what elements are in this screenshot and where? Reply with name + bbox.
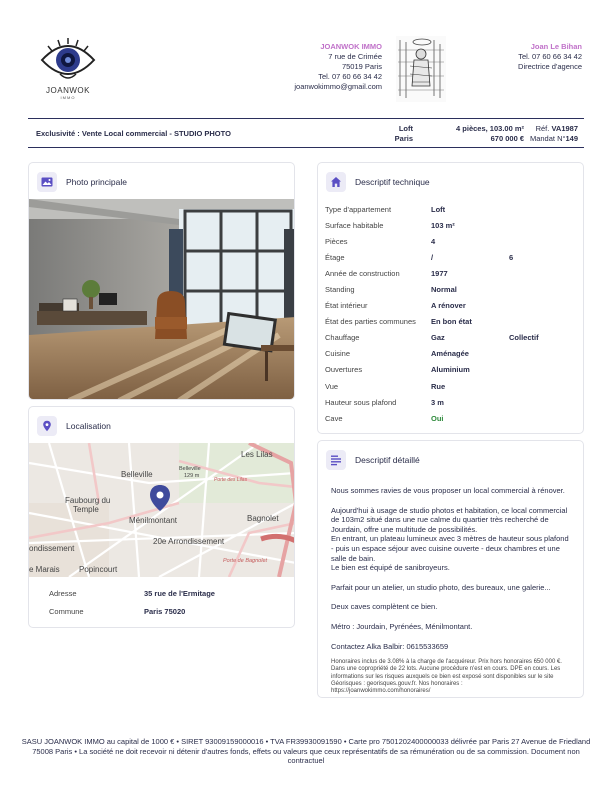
location-row-commune xyxy=(49,607,279,625)
agent-sketch-image xyxy=(396,36,446,102)
tech-row xyxy=(325,365,580,381)
description-paragraph: Deux caves complètent ce bien. xyxy=(331,602,438,612)
description-line: En entrant, un plateau lumineux avec 3 mètres de hauteur sous plafond - puis un espace séjour avec cuisine ouverte - deux chambres et une salle de bain. xyxy=(331,534,569,563)
tech-label: Ouvertures xyxy=(325,365,363,375)
technical-rows xyxy=(325,205,580,430)
description-paragraph: Nous sommes ravies de vous proposer un local commercial à rénover. xyxy=(331,486,565,495)
tech-row xyxy=(325,317,580,333)
tech-row xyxy=(325,205,580,221)
tech-label: État intérieur xyxy=(325,301,368,311)
agent-phone[interactable]: Tel. 07 60 66 34 42 xyxy=(518,52,582,61)
map-label-belleville: Belleville xyxy=(121,470,153,479)
map-label-elevation: 129 m xyxy=(184,473,200,479)
description-contact: Contactez Alka Balbir: 0615533659 xyxy=(331,641,449,651)
location-value: Paris 75020 xyxy=(144,607,186,616)
tech-row xyxy=(325,349,580,365)
header xyxy=(0,0,612,115)
ref-label: Réf. xyxy=(535,124,550,133)
map-label-faubourg: Faubourg du xyxy=(65,496,111,505)
map-label-ondissement: ondissement xyxy=(29,544,75,553)
map-label-porte-lilas: Porte des Lilas xyxy=(214,477,248,483)
location-details xyxy=(49,589,279,625)
tech-value: Gaz xyxy=(431,333,445,343)
listing-price: 670 000 € xyxy=(490,134,524,143)
tech-row xyxy=(325,414,580,430)
tech-row xyxy=(325,237,580,253)
agent-contact xyxy=(518,42,582,72)
tech-extra: Collectif xyxy=(509,333,539,343)
description-card xyxy=(317,440,584,698)
photo-card xyxy=(28,162,295,400)
mandate-label: Mandat N° xyxy=(529,134,566,143)
listing-reference xyxy=(524,124,578,144)
map-label-menilmontant: Ménilmontant xyxy=(129,516,178,525)
listing-type: Loft xyxy=(398,124,413,133)
description-paragraph xyxy=(331,506,573,573)
home-icon xyxy=(326,172,346,192)
description-card-title: Descriptif détaillé xyxy=(355,455,420,465)
tech-value: Rue xyxy=(431,381,446,391)
map-label-lilas: Les Lilas xyxy=(241,450,273,459)
tech-label: Type d'appartement xyxy=(325,205,392,214)
technical-card-title: Descriptif technique xyxy=(355,177,430,187)
map-label-marais: e Marais xyxy=(29,565,60,574)
tech-value: En bon état xyxy=(431,317,472,327)
description-line: Aujourd'hui à usage de studio photos et habitation, ce local commercial de 103m2 situé dans une rue calme du quartier très recherché de Jourdain, offre une multitude de possibilités. xyxy=(331,505,568,534)
agent-role: Directrice d'agence xyxy=(518,62,582,71)
tech-row xyxy=(325,285,580,301)
text-lines-icon xyxy=(326,450,346,470)
location-row-address xyxy=(49,589,279,607)
tech-value: 3 m xyxy=(431,397,444,407)
tech-value: Aménagée xyxy=(431,349,469,359)
map-label-bagnolet: Bagnolet xyxy=(247,514,279,523)
mandate-value: 149 xyxy=(565,134,578,143)
technical-card xyxy=(317,162,584,434)
tech-value: A rénover xyxy=(431,301,466,311)
logo-wordmark: JOANWOK xyxy=(46,86,90,95)
tech-label: Chauffage xyxy=(325,333,360,343)
ref-value: VA1987 xyxy=(551,124,578,133)
tech-row xyxy=(325,382,580,398)
legal-footer: SASU JOANWOK IMMO au capital de 1000 € • SIRET 93009159000016 • TVA FR39930091590 • Carte pro 7501202400000033 délivrée par Paris 27 Avenue de Friedland 75008 Paris • La société ne doit recevoir ni détenir d'autres fonds, effets ou valeurs que ceux représentatifs de sa rémunération ou de sa commission. Document non contractuel xyxy=(21,737,591,766)
location-card-title: Localisation xyxy=(66,421,111,431)
tech-row xyxy=(325,253,580,269)
tech-label: Vue xyxy=(325,381,339,391)
listing-type-city xyxy=(368,124,413,144)
listing-city: Paris xyxy=(394,134,413,143)
technical-card-header xyxy=(318,163,583,199)
photo-card-header xyxy=(29,163,294,199)
location-pin-icon xyxy=(37,416,57,436)
fees-link[interactable]: https://joanwokimmo.com/honoraires/ xyxy=(331,688,431,695)
eye-logo-icon xyxy=(38,34,98,86)
tech-label: Hauteur sous plafond xyxy=(325,397,397,407)
tech-value: Normal xyxy=(431,285,457,295)
map-label-porte-bagnolet: Porte de Bagnolet xyxy=(223,558,268,564)
tech-row xyxy=(325,301,580,317)
tech-value: Oui xyxy=(431,413,444,423)
tech-row xyxy=(325,269,580,285)
listing-rooms-area: 4 pièces, 103.00 m² xyxy=(456,124,524,133)
tech-label: État des parties communes xyxy=(325,317,416,327)
tech-value: Aluminium xyxy=(431,365,470,375)
fees-text: Honoraires inclus de 3.08% à la charge de l'acquéreur. Prix hors honoraires 650 000 €. Dans une copropriété de 22 lots. Aucune procédure n'est en cours. DPE en cours. Les informations sur les risques auxquels ce bien est exposé sont disponibles sur le site Géorisques : georisques.gouv.fr. Nos honoraires : xyxy=(331,659,562,687)
tech-row xyxy=(325,333,580,349)
tech-label: Pièces xyxy=(325,237,348,247)
location-card xyxy=(28,406,295,628)
map-label-popincourt: Popincourt xyxy=(79,565,118,574)
agency-name: JOANWOK IMMO xyxy=(320,42,382,51)
map-label-arrondissement: 20e Arrondissement xyxy=(153,537,225,546)
tech-label: Étage xyxy=(325,253,345,263)
location-value: 35 rue de l'Ermitage xyxy=(144,589,215,598)
main-property-photo[interactable] xyxy=(29,199,295,400)
tech-label: Standing xyxy=(325,285,355,295)
location-map[interactable] xyxy=(29,443,295,577)
tech-value: 1977 xyxy=(431,269,448,279)
tech-value: 4 xyxy=(431,237,436,247)
image-icon xyxy=(37,172,57,192)
description-paragraph: Métro : Jourdain, Pyrénées, Ménilmontant. xyxy=(331,621,473,631)
agency-contact xyxy=(294,42,382,92)
agent-name: Joan Le Bihan xyxy=(530,42,582,51)
tech-label: Année de construction xyxy=(325,269,400,279)
description-card-header xyxy=(318,441,583,477)
tech-extra: 6 xyxy=(509,253,514,263)
photo-card-title: Photo principale xyxy=(66,177,127,187)
tech-value: 103 m² xyxy=(431,221,455,231)
location-label: Adresse xyxy=(49,589,77,598)
listing-title: Exclusivité : Vente Local commercial - STUDIO PHOTO xyxy=(36,129,231,138)
description-body xyxy=(331,486,573,661)
fees-notice xyxy=(331,659,573,695)
tech-row xyxy=(325,221,580,237)
tech-label: Cuisine xyxy=(325,349,351,359)
tech-value: / xyxy=(431,253,434,263)
tech-value: Loft xyxy=(431,205,446,214)
description-line: Le bien est équipé de sanibroyeurs. xyxy=(331,563,450,573)
tech-row xyxy=(325,398,580,414)
location-label: Commune xyxy=(49,607,84,616)
tech-label: Surface habitable xyxy=(325,221,384,231)
agency-email[interactable]: joanwokimmo@gmail.com xyxy=(294,82,382,91)
listing-banner xyxy=(28,118,584,148)
agency-city: 75019 Paris xyxy=(341,62,382,71)
tech-label: Cave xyxy=(325,413,343,423)
agency-street: 7 rue de Crimée xyxy=(328,52,382,61)
map-label-belleville-station: Belleville xyxy=(179,466,201,472)
location-card-header xyxy=(29,407,294,443)
map-label-temple: Temple xyxy=(73,505,99,514)
description-paragraph: Parfait pour un atelier, un studio photo, des bureaux, une galerie... xyxy=(331,582,551,592)
listing-size-price xyxy=(428,124,524,144)
agency-logo xyxy=(38,34,98,104)
logo-subtitle: IMMO xyxy=(60,95,76,100)
agency-phone[interactable]: Tel. 07 60 66 34 42 xyxy=(318,72,382,81)
